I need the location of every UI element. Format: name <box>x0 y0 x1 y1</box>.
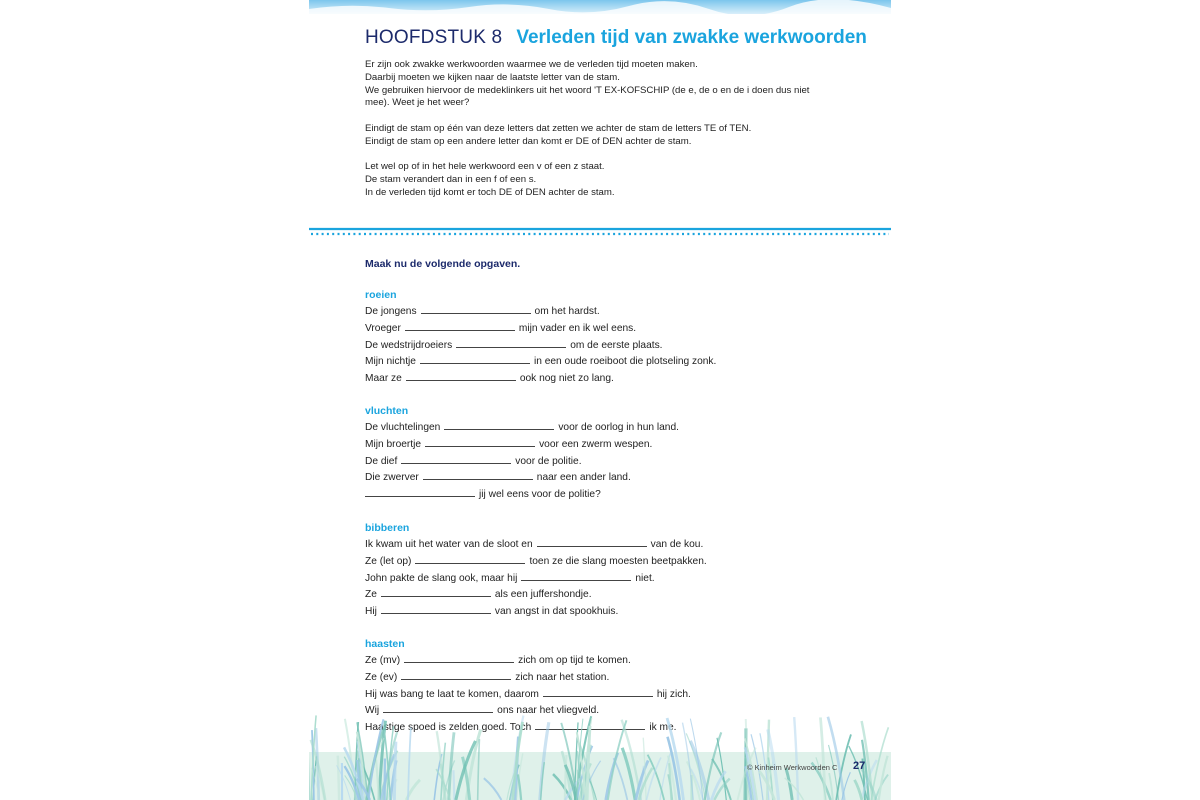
sentence-start: Ze (mv) <box>365 655 401 666</box>
exercise-section-bibberen <box>365 520 845 620</box>
sentence-start: De vluchtelingen <box>365 422 441 433</box>
intro-paragraph <box>365 161 845 199</box>
sentence-end: ook nog niet zo lang. <box>519 373 614 385</box>
exercise-sentence <box>365 303 845 320</box>
sentence-end: om het hardst. <box>534 306 600 317</box>
verb-heading: vluchten <box>365 405 409 417</box>
sentence-start: De dief <box>365 455 398 467</box>
intro-line: Eindigt de stam op één van deze letters dat zetten we achter de stam de letters TE of TEN. <box>365 122 752 134</box>
exercise-sentence <box>365 419 845 436</box>
answer-blank[interactable] <box>415 553 525 564</box>
answer-blank[interactable] <box>404 652 514 663</box>
sentence-end: mijn vader en ik wel eens. <box>518 322 637 334</box>
sentence-end: voor een zwerm wespen. <box>539 438 653 450</box>
sentence-end: naar een ander land. <box>536 472 631 484</box>
exercise-sentence <box>365 337 845 354</box>
answer-blank[interactable] <box>420 353 530 364</box>
sentence-start: Vroeger <box>365 322 401 334</box>
intro-line: De stam verandert dan in een f of een s. <box>365 174 537 186</box>
sentence-start: Maar ze <box>365 373 402 385</box>
answer-blank[interactable] <box>401 453 511 464</box>
exercise-sentence <box>365 469 845 486</box>
answer-blank[interactable] <box>425 436 535 447</box>
answer-blank[interactable] <box>406 370 516 381</box>
exercise-sentence <box>365 652 845 669</box>
sentence-end: voor de oorlog in hun land. <box>558 422 679 433</box>
intro-text <box>365 59 845 213</box>
intro-line: mee). Weet je het weer? <box>365 97 470 109</box>
sentence-start: Hij was bang te laat te komen, daarom <box>365 688 539 700</box>
answer-blank[interactable] <box>444 419 554 430</box>
answer-blank[interactable] <box>421 303 531 314</box>
page-title <box>365 27 867 49</box>
sentence-end: niet. <box>635 572 655 584</box>
sentence-start: De wedstrijdroeiers <box>365 339 453 351</box>
sentence-end: voor de politie. <box>515 455 582 467</box>
sentence-end: zich om op tijd te komen. <box>518 655 631 666</box>
answer-blank[interactable] <box>381 586 491 597</box>
sentence-start: John pakte de slang ook, maar hij <box>365 572 518 584</box>
sentence-end: jij wel eens voor de politie? <box>479 489 601 501</box>
page-number: 27 <box>853 760 866 772</box>
intro-line: Daarbij moeten we kijken naar de laatste letter van de stam. <box>365 71 620 83</box>
sentence-start: Ik kwam uit het water van de sloot en <box>365 539 533 550</box>
exercise-sentence <box>365 353 845 370</box>
sentence-start: Die zwerver <box>365 472 419 484</box>
sentence-start: Mijn broertje <box>365 438 422 450</box>
footer-copyright: © Kinheim Werkwoorden C <box>747 763 838 772</box>
dotted-divider <box>309 227 891 237</box>
answer-blank[interactable] <box>405 320 515 331</box>
exercise-sentence <box>365 586 845 603</box>
sentence-end: ik me. <box>649 722 677 734</box>
exercise-sentence <box>365 536 845 553</box>
sentence-start: Hij <box>365 606 377 618</box>
sky-banner <box>309 0 891 14</box>
sentence-end: van angst in dat spookhuis. <box>494 606 619 618</box>
intro-line: Er zijn ook zwakke werkwoorden waarmee we de verleden tijd moeten maken. <box>365 59 698 70</box>
workbook-page <box>309 0 891 800</box>
sentence-end: als een juffershondje. <box>494 589 592 601</box>
exercise-sentence <box>365 669 845 686</box>
answer-blank[interactable] <box>543 686 653 697</box>
answer-blank[interactable] <box>365 486 475 497</box>
sentence-end: hij zich. <box>656 688 691 700</box>
sentence-start: Ze <box>365 589 377 601</box>
sentence-end: zich naar het station. <box>515 671 610 683</box>
exercise-sentence <box>365 603 845 620</box>
grass-illustration <box>309 712 891 800</box>
intro-paragraph <box>365 59 845 110</box>
sentence-start: Haastige spoed is zelden goed. Toch <box>365 722 532 734</box>
exercise-heading: Maak nu de volgende opgaven. <box>365 258 521 270</box>
sentence-start: Ze (ev) <box>365 671 398 683</box>
sentence-end: in een oude roeiboot die plotseling zonk. <box>533 356 717 368</box>
answer-blank[interactable] <box>456 337 566 348</box>
intro-line: Let wel op of in het hele werkwoord een v of een z staat. <box>365 161 605 173</box>
answer-blank[interactable] <box>401 669 511 680</box>
verb-heading: haasten <box>365 638 405 650</box>
exercise-sentence <box>365 570 845 587</box>
intro-line: Eindigt de stam op een andere letter dan komt er DE of DEN achter de stam. <box>365 135 692 147</box>
intro-line: In de verleden tijd komt er toch DE of DEN achter de stam. <box>365 186 615 198</box>
answer-blank[interactable] <box>381 603 491 614</box>
answer-blank[interactable] <box>521 570 631 581</box>
exercise-sentence <box>365 686 845 703</box>
chapter-label: HOOFDSTUK 8 <box>365 27 503 48</box>
verb-heading: bibberen <box>365 522 410 534</box>
exercise-sentence <box>365 553 845 570</box>
sentence-end: om de eerste plaats. <box>570 339 663 351</box>
sentence-start: Ze (let op) <box>365 555 412 567</box>
chapter-title: Verleden tijd van zwakke werkwoorden <box>516 27 867 48</box>
sentence-start: Wij <box>365 705 380 717</box>
sentence-end: toen ze die slang moesten beetpakken. <box>529 555 707 567</box>
sentence-end: van de kou. <box>650 539 704 550</box>
exercise-sentence <box>365 453 845 470</box>
exercise-sentence <box>365 370 845 387</box>
intro-line: We gebruiken hiervoor de medeklinkers uit het woord 'T EX-KOFSCHIP (de e, de o en de i doen dus niet <box>365 84 810 96</box>
sentence-start: De jongens <box>365 306 417 317</box>
verb-heading: roeien <box>365 289 397 301</box>
exercise-sentence <box>365 436 845 453</box>
exercise-sentence <box>365 320 845 337</box>
answer-blank[interactable] <box>423 469 533 480</box>
sentence-end: ons naar het vliegveld. <box>497 705 600 717</box>
intro-paragraph <box>365 123 845 149</box>
answer-blank[interactable] <box>537 536 647 547</box>
exercise-section-roeien <box>365 287 845 387</box>
exercise-section-vluchten <box>365 403 845 503</box>
sentence-start: Mijn nichtje <box>365 356 416 368</box>
exercise-sentence <box>365 486 845 503</box>
